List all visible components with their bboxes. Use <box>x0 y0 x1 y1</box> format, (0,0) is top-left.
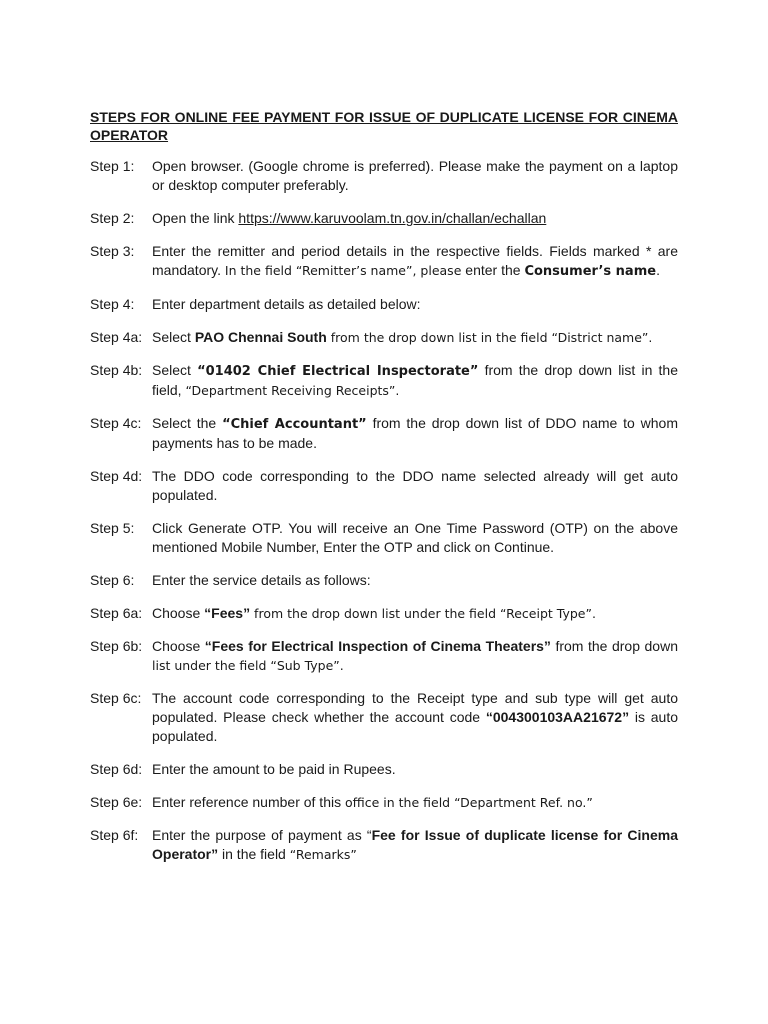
step-label: Step 4d: <box>90 468 143 484</box>
step-text: Enter the amount to be paid in Rupees. <box>152 761 396 777</box>
step-1 <box>90 157 678 195</box>
step-label: Step 4c: <box>90 415 142 431</box>
step-text-prefix: Open the link <box>152 210 239 226</box>
step-text-small: office in the field “Department Ref. no.” <box>345 795 593 810</box>
step-label: Step 6a: <box>90 605 143 621</box>
step-text-prefix: Select <box>152 362 198 378</box>
step-text <box>152 826 678 864</box>
step-label: Step 4: <box>90 296 135 312</box>
step-3 <box>90 242 678 281</box>
step-text-small: list under the field “Sub Type”. <box>152 658 344 673</box>
step-text-prefix: Choose <box>152 638 205 654</box>
step-text-suffix: from the drop down <box>550 638 678 654</box>
echallan-link[interactable]: https://www.karuvoolam.tn.gov.in/challan/echallan <box>238 210 547 226</box>
step-text-bold: “Fees for Electrical Inspection of Cinema Theaters” <box>204 638 551 654</box>
step-2 <box>90 209 678 228</box>
step-6d <box>90 760 678 779</box>
step-label: Step 2: <box>90 210 135 226</box>
step-label: Step 4b: <box>90 362 143 378</box>
step-text-prefix: Select <box>152 329 195 345</box>
step-6 <box>90 571 678 590</box>
step-text <box>152 793 678 812</box>
step-text: The DDO code corresponding to the DDO name selected already will get auto populated. <box>152 468 678 503</box>
step-text-bold: “01402 Chief Electrical Inspectorate” <box>197 364 479 379</box>
step-4 <box>90 295 678 314</box>
document-page <box>90 108 678 878</box>
step-text-bold: Consumer’s name <box>524 264 657 279</box>
step-text-middle: enter the <box>461 262 525 278</box>
step-text-prefix: Enter reference number of this <box>152 794 345 810</box>
step-text-small: “Department Receiving Receipts”. <box>185 383 400 398</box>
step-label: Step 6c: <box>90 690 142 706</box>
step-text-small: In the field “Remitter’s name”, please <box>224 263 462 278</box>
step-text <box>152 328 678 347</box>
step-text-bold: “Fees” <box>204 605 251 621</box>
step-text <box>152 604 678 623</box>
step-label: Step 6d: <box>90 761 143 777</box>
step-6b <box>90 637 678 675</box>
step-text-small: from the drop down list under the field “Receipt Type”. <box>250 606 596 621</box>
step-text-suffix: in the field <box>218 846 290 862</box>
step-text-prefix: Select the <box>152 415 223 431</box>
step-label: Step 1: <box>90 158 135 174</box>
step-text <box>152 209 678 228</box>
step-text: Enter the service details as follows: <box>152 572 371 588</box>
step-label: Step 6f: <box>90 827 139 843</box>
step-text <box>152 689 678 746</box>
step-6f <box>90 826 678 864</box>
step-text-bold: Fee for Issue of duplicate license for Cinema Operator” <box>152 827 678 862</box>
step-text-suffix: is auto populated. <box>152 709 678 744</box>
step-label: Step 4a: <box>90 329 143 345</box>
step-6e <box>90 793 678 812</box>
step-text-bold: “Chief Accountant” <box>222 417 367 432</box>
document-title: STEPS FOR ONLINE FEE PAYMENT FOR ISSUE OF DUPLICATE LICENSE FOR CINEMA OPERATOR <box>90 109 678 143</box>
step-text <box>152 414 678 453</box>
step-text <box>152 242 678 281</box>
step-text-suffix: from the drop down list in the field, <box>152 362 678 398</box>
step-5 <box>90 519 678 557</box>
step-label: Step 6b: <box>90 638 143 654</box>
step-text-bold: PAO Chennai South <box>194 329 327 345</box>
step-text: Click Generate OTP. You will receive an One Time Password (OTP) on the above mentioned Mobile Number, Enter the OTP and click on Continue. <box>152 520 678 555</box>
account-code: “004300103AA21672” <box>485 709 630 725</box>
step-4a <box>90 328 678 347</box>
step-text <box>152 361 678 400</box>
step-label: Step 3: <box>90 243 135 259</box>
step-text-suffix: . <box>656 262 660 278</box>
step-text: Open browser. (Google chrome is preferred). Please make the payment on a laptop or desktop computer preferably. <box>152 158 678 193</box>
step-text: Enter department details as detailed below: <box>152 296 421 312</box>
step-text-small: from the drop down list in the field “District name”. <box>326 330 653 345</box>
step-label: Step 5: <box>90 520 135 536</box>
step-6c <box>90 689 678 746</box>
step-text-prefix: Enter the remitter and period details in the respective fields. Fields marked * are mandatory. <box>152 243 678 278</box>
step-4d <box>90 467 678 505</box>
step-text-prefix: Choose <box>152 605 205 621</box>
step-text-suffix: from the drop down list of DDO name to whom payments has to be made. <box>152 415 679 451</box>
step-text-small: “Remarks” <box>289 847 357 862</box>
step-text <box>152 637 678 675</box>
step-label: Step 6: <box>90 572 135 588</box>
step-4c <box>90 414 678 453</box>
step-4b <box>90 361 678 400</box>
step-6a <box>90 604 678 623</box>
step-text-prefix: Enter the purpose of payment as “ <box>152 827 372 843</box>
step-label: Step 6e: <box>90 794 143 810</box>
step-text-prefix: The account code corresponding to the Receipt type and sub type will get auto populated. Please check whether the account code <box>152 690 678 725</box>
